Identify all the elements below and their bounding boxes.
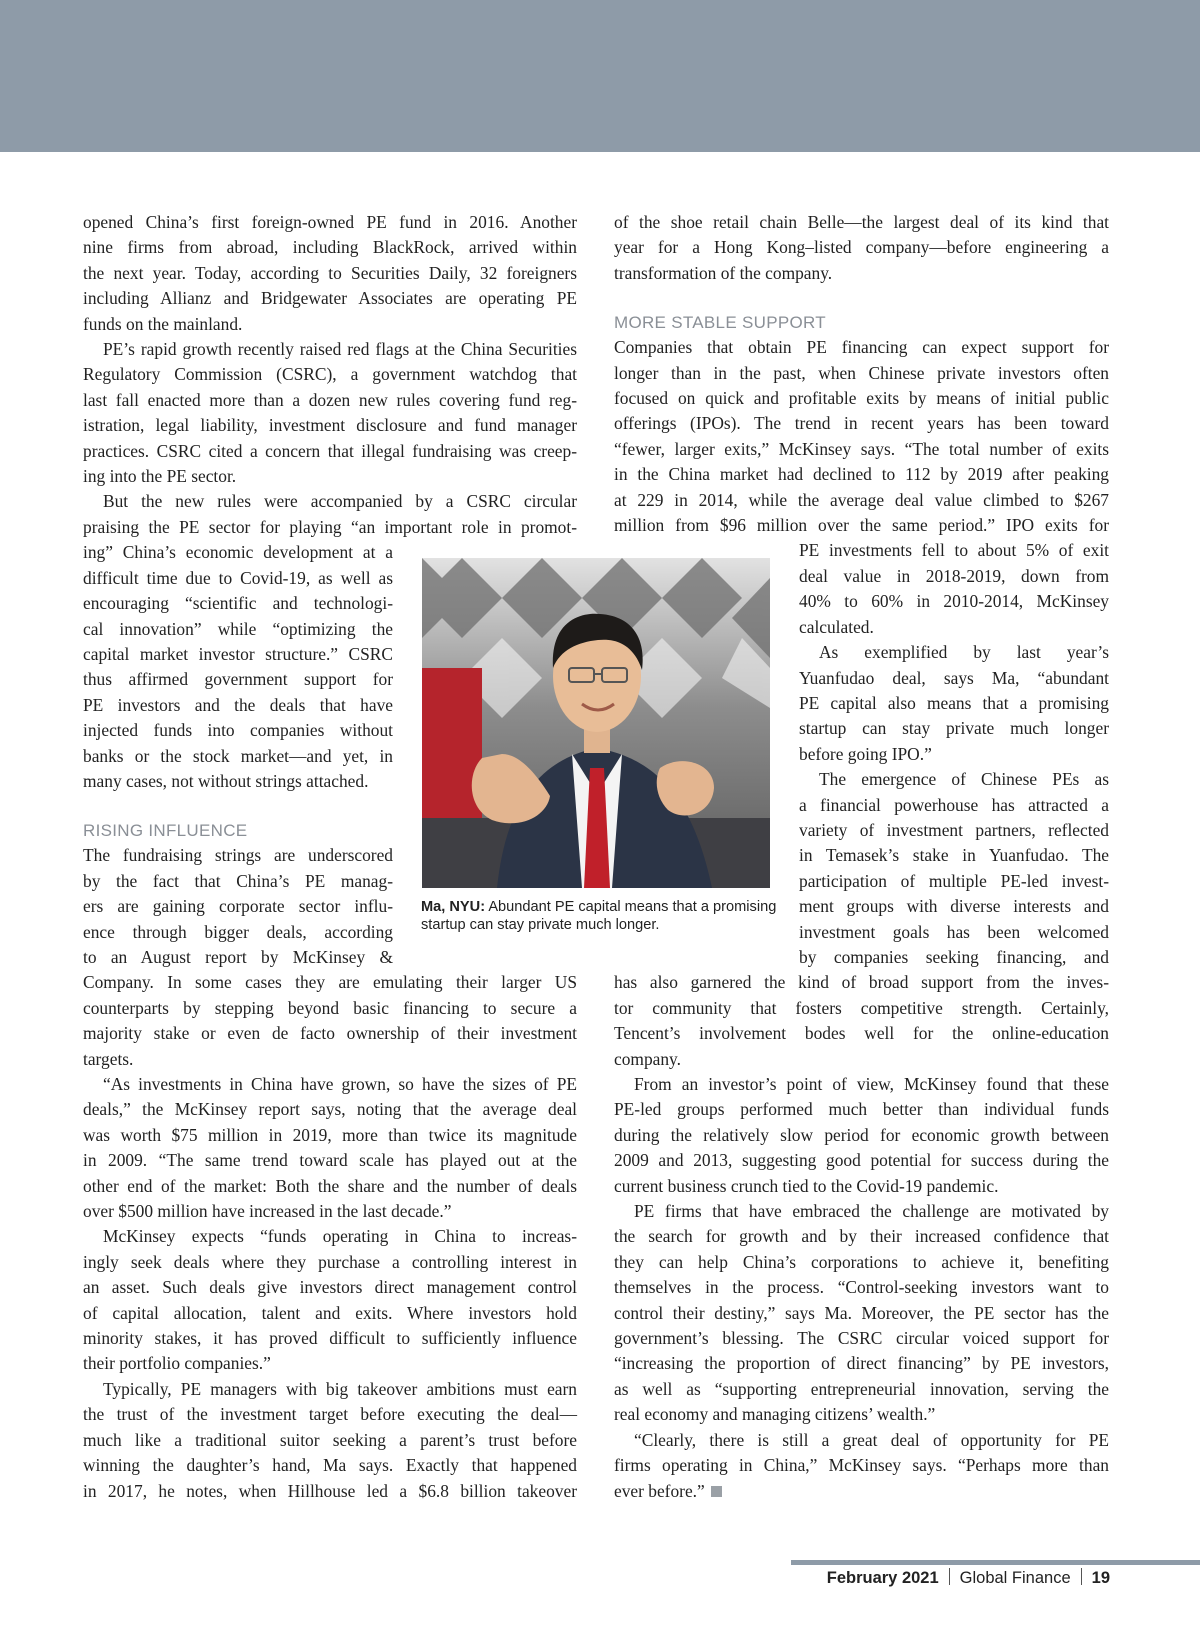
- text-line: current business crunch tied to the Covid-19 pandemic.: [614, 1175, 999, 1196]
- paragraph: [83, 1072, 577, 1224]
- section-heading: RISING INFLUENCE: [83, 821, 248, 841]
- paragraph-wrapped: [83, 843, 393, 970]
- text-line: ence through bigger deals, according: [83, 921, 393, 942]
- text-line: PE’s rapid growth recently raised red flags at the China Securities: [103, 339, 577, 360]
- footer-rule: [791, 1560, 1200, 1565]
- caption-text: Abundant PE capital means that a promising startup can stay private much longer.: [421, 899, 777, 933]
- text-line: ing” China’s economic development at a: [83, 542, 393, 563]
- text-line: cal innovation” while “optimizing the: [83, 618, 393, 639]
- text-line: PE-led groups performed much better than individual funds: [614, 1099, 1109, 1120]
- text-line: ment groups with diverse interests and: [799, 896, 1109, 917]
- text-line: in 2009. “The same trend toward scale has played out at the: [83, 1150, 577, 1171]
- text-line: encouraging “scientific and technologi-: [83, 593, 393, 614]
- text-line: the trust of the investment target before executing the deal—: [83, 1404, 577, 1425]
- text-line: over $500 million have increased in the last decade.”: [83, 1201, 452, 1222]
- paragraph: [83, 1377, 577, 1504]
- photo-caption: [421, 898, 781, 934]
- text-line: startup can stay private much longer: [799, 718, 1109, 739]
- text-line: opened China’s first foreign-owned PE fund in 2016. Another: [83, 212, 577, 232]
- text-line: injected funds into companies without: [83, 720, 393, 741]
- text-line: Companies that obtain PE financing can expect support for: [614, 337, 1109, 358]
- text-line: Company. In some cases they are emulating their larger US: [83, 972, 577, 993]
- text-line: Yuanfudao deal, says Ma, “abundant: [799, 667, 1109, 688]
- text-line: the search for growth and by their increased confidence that: [614, 1226, 1109, 1247]
- paragraph-wrapped: [799, 767, 1109, 970]
- text-line: of capital allocation, talent and exits. Where investors hold: [83, 1302, 577, 1323]
- text-line: PE capital also means that a promising: [799, 692, 1109, 713]
- text-line: has also garnered the kind of broad support from the inves-: [614, 972, 1109, 993]
- text-line: counterparts by stepping beyond basic financing to secure a: [83, 997, 577, 1018]
- text-line: “Clearly, there is still a great deal of opportunity for PE: [634, 1429, 1109, 1450]
- text-line: many cases, not without strings attached.: [83, 770, 369, 791]
- paragraph: [614, 970, 1109, 1072]
- text-line: they can help China’s corporations to achieve it, benefiting: [614, 1251, 1109, 1272]
- paragraph: [83, 210, 577, 337]
- paragraph: [614, 335, 1109, 538]
- text-line: variety of investment partners, reflected: [799, 819, 1109, 840]
- text-line: to an August report by McKinsey &: [83, 946, 393, 967]
- text-line: praising the PE sector for playing “an important role in promot-: [83, 516, 577, 537]
- text-line: But the new rules were accompanied by a CSRC circular: [103, 491, 577, 512]
- text-line: PE investments fell to about 5% of exit: [799, 540, 1109, 561]
- text-line: control their destiny,” says Ma. Moreover, the PE sector has the: [614, 1302, 1109, 1323]
- paragraph: [614, 1072, 1109, 1199]
- text-line: firms operating in China,” McKinsey says. “Perhaps more than: [614, 1455, 1109, 1476]
- text-line: year for a Hong Kong–listed company—before engineering a: [614, 237, 1109, 258]
- text-line: by the fact that China’s PE manag-: [83, 870, 393, 891]
- text-line: focused on quick and profitable exits by means of initial public: [614, 388, 1109, 409]
- paragraph: [614, 1199, 1109, 1428]
- text-line: million from $96 million over the same period.” IPO exits for: [614, 515, 1109, 536]
- paragraph: [83, 489, 577, 540]
- text-line: ever before.”: [614, 1479, 1109, 1504]
- paragraph: [83, 337, 577, 489]
- text-line: was worth $75 million in 2019, more than twice its magnitude: [83, 1124, 577, 1145]
- text-line: government’s blessing. The CSRC circular voiced support for: [614, 1328, 1109, 1349]
- text-line: as well as “supporting entrepreneurial innovation, serving the: [614, 1378, 1109, 1399]
- text-line: a financial powerhouse has attracted a: [799, 794, 1109, 815]
- text-line: thus affirmed government support for: [83, 669, 393, 690]
- text-line: practices. CSRC cited a concern that illegal fundraising was creep-: [83, 440, 577, 461]
- text-line: calculated.: [799, 616, 874, 637]
- text-line: before going IPO.”: [799, 743, 932, 764]
- text-line: deals,” the McKinsey report says, noting that the average deal: [83, 1099, 577, 1120]
- text-line: in the China market had declined to 112 by 2019 after peaking: [614, 464, 1109, 485]
- text-line: From an investor’s point of view, McKinsey found that these: [634, 1074, 1109, 1094]
- text-line: ingly seek deals where they purchase a controlling interest in: [83, 1251, 577, 1272]
- header-band: [0, 0, 1200, 152]
- text-line: ing into the PE sector.: [83, 466, 237, 487]
- text-line: themselves in the process. “Control-seeking investors want to: [614, 1277, 1109, 1298]
- text-line: other end of the market: Both the share and the number of deals: [83, 1175, 577, 1196]
- text-line: 2009 and 2013, suggesting good potential for success during the: [614, 1150, 1109, 1171]
- paragraph: [83, 970, 577, 1072]
- text-line: of the shoe retail chain Belle—the largest deal of its kind that: [614, 212, 1109, 232]
- text-line: by companies seeking financing, and: [799, 946, 1109, 967]
- text-line: winning the daughter’s hand, Ma says. Exactly that happened: [83, 1455, 577, 1476]
- text-line: during the relatively slow period for economic growth between: [614, 1124, 1109, 1145]
- text-line: “fewer, larger exits,” McKinsey says. “The total number of exits: [614, 438, 1109, 459]
- text-line: ers are gaining corporate sector influ-: [83, 896, 393, 917]
- text-line: last fall enacted more than a dozen new rules covering fund reg-: [83, 389, 577, 410]
- text-line: McKinsey expects “funds operating in China to increas-: [103, 1226, 577, 1247]
- text-line: PE firms that have embraced the challenge are motivated by: [634, 1201, 1109, 1222]
- portrait-photo: [422, 558, 770, 888]
- page-number: 19: [1091, 1569, 1110, 1587]
- text-line: Tencent’s involvement bodes well for the online-education: [614, 1023, 1109, 1044]
- text-line: in 2017, he notes, when Hillhouse led a $6.8 billion takeover: [83, 1480, 577, 1501]
- text-line: nine firms from abroad, including BlackRock, arrived within: [83, 237, 577, 258]
- portrait-illustration: [422, 558, 770, 888]
- page-footer: [827, 1568, 1110, 1588]
- text-line: capital market investor structure.” CSRC: [83, 643, 393, 664]
- text-line: investment goals has been welcomed: [799, 921, 1109, 942]
- text-line: The fundraising strings are underscored: [83, 845, 393, 866]
- text-line: majority stake or even de facto ownership of their investment: [83, 1023, 577, 1044]
- text-line: longer than in the past, when Chinese private investors often: [614, 362, 1109, 383]
- paragraph-wrapped: [799, 538, 1109, 640]
- text-line: “As investments in China have grown, so have the sizes of PE: [103, 1074, 577, 1094]
- text-line: Typically, PE managers with big takeover ambitions must earn: [103, 1378, 577, 1399]
- text-line: real economy and managing citizens’ wealth.”: [614, 1404, 936, 1425]
- paragraph-wrapped: [83, 540, 393, 794]
- text-line: “increasing the proportion of direct financing” by PE investors,: [614, 1353, 1109, 1374]
- paragraph: [614, 210, 1109, 286]
- text-line: participation of multiple PE-led invest-: [799, 870, 1109, 891]
- paragraph-wrapped: [799, 640, 1109, 767]
- text-line: deal value in 2018-2019, down from: [799, 565, 1109, 586]
- text-line: their portfolio companies.”: [83, 1353, 271, 1374]
- paragraph: [83, 1224, 577, 1376]
- text-line: an asset. Such deals give investors direct management control: [83, 1277, 577, 1298]
- text-line: As exemplified by last year’s: [819, 642, 1109, 663]
- text-line: 40% to 60% in 2010-2014, McKinsey: [799, 591, 1109, 612]
- text-line: funds on the mainland.: [83, 313, 243, 334]
- text-line: istration, legal liability, investment disclosure and fund manager: [83, 415, 577, 436]
- text-line: including Allianz and Bridgewater Associates are operating PE: [83, 288, 577, 309]
- text-line: banks or the stock market—and yet, in: [83, 745, 393, 766]
- end-mark-icon: [711, 1486, 722, 1497]
- text-line: company.: [614, 1048, 681, 1069]
- caption-name: Ma, NYU:: [421, 899, 486, 915]
- text-line: at 229 in 2014, while the average deal value climbed to $267: [614, 489, 1109, 510]
- section-heading: MORE STABLE SUPPORT: [614, 313, 826, 333]
- text-line: much like a traditional suitor seeking a parent’s trust before: [83, 1429, 577, 1450]
- text-line: PE investors and the deals that have: [83, 694, 393, 715]
- text-line: in Temasek’s stake in Yuanfudao. The: [799, 845, 1109, 866]
- issue-date: February 2021: [826, 1569, 939, 1587]
- text-line: tor community that fosters competitive strength. Certainly,: [614, 997, 1109, 1018]
- text-line: The emergence of Chinese PEs as: [819, 769, 1109, 790]
- text-line: difficult time due to Covid-19, as well as: [83, 567, 393, 588]
- text-line: transformation of the company.: [614, 262, 833, 283]
- text-line: minority stakes, it has proved difficult to sufficiently influence: [83, 1328, 577, 1349]
- publication-name: Global Finance: [959, 1569, 1071, 1587]
- text-line: Regulatory Commission (CSRC), a government watchdog that: [83, 364, 577, 385]
- text-line: targets.: [83, 1048, 134, 1069]
- text-line: offerings (IPOs). The trend in recent years has been toward: [614, 413, 1109, 434]
- footer-divider: [949, 1568, 950, 1585]
- text-line: the next year. Today, according to Securities Daily, 32 foreigners: [83, 262, 577, 283]
- footer-divider: [1081, 1568, 1082, 1585]
- paragraph: [614, 1428, 1109, 1504]
